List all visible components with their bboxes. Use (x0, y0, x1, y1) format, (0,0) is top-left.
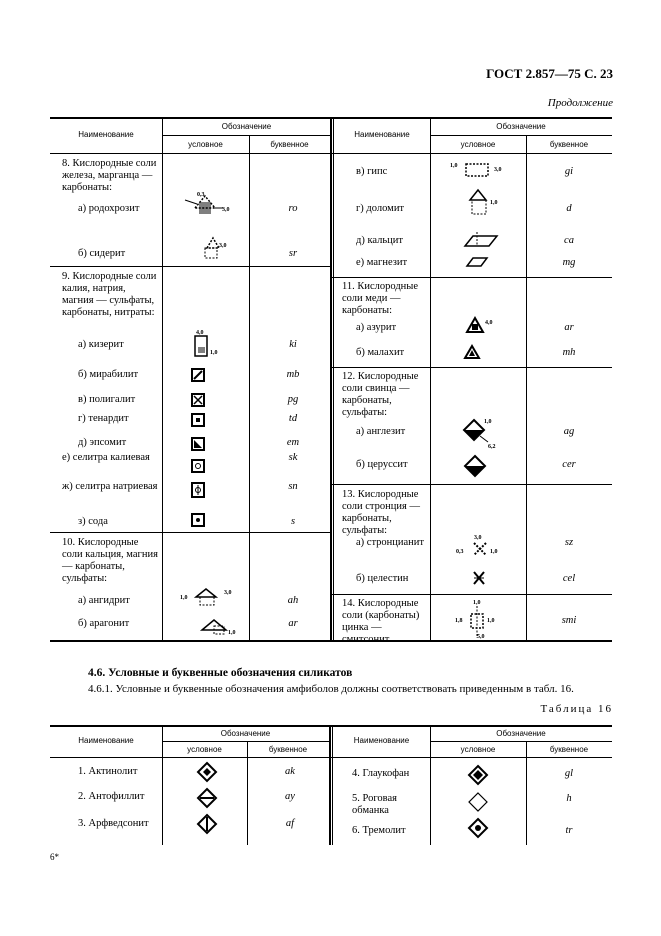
mineral-code: d (566, 203, 572, 214)
mineral-code: td (288, 413, 298, 424)
mineral-code: em (286, 437, 300, 448)
potassium-nitrate-symbol (191, 459, 205, 473)
mineral-code: pg (287, 394, 299, 405)
gypsum-symbol (450, 158, 510, 184)
mineral-code: sk (288, 452, 298, 463)
mineral-name: б) церуссит (356, 459, 408, 470)
col-header-name: Наименование (78, 130, 134, 139)
mineral-name: 6. Тремолит (352, 825, 406, 836)
mineral-name: 3. Арфведсонит (78, 818, 149, 829)
dim-label: 0,3 (197, 192, 205, 198)
glaucophane-symbol (468, 765, 488, 785)
group-heading: 12. Кислородные соли свинца — карбонаты, сульфаты: (342, 371, 419, 418)
magnesite-symbol (465, 256, 489, 268)
col-header-designation-right: Обозначение (496, 729, 546, 738)
mineral-name: 2. Антофиллит (78, 791, 145, 802)
cerussite-symbol (463, 454, 487, 478)
mineral-code: cel (562, 573, 576, 584)
mineral-name: ж) селитра натриевая (62, 481, 158, 492)
dim-label: 3,0 (219, 243, 227, 249)
malachite-symbol (463, 344, 481, 360)
mineral-code: ar (288, 618, 298, 629)
epsomite-symbol (191, 437, 205, 451)
dim-label: 1,0 (450, 163, 458, 169)
soda-symbol (191, 513, 205, 527)
mineral-name: г) доломит (356, 203, 405, 214)
mineral-code: h (566, 793, 572, 804)
dim-label: 3,0 (222, 207, 230, 213)
col-header-designation-right: Обозначение (496, 122, 546, 131)
mineral-code: ak (285, 766, 295, 777)
mineral-name: б) целестин (356, 573, 409, 584)
col-header-symbolic: условное (188, 140, 223, 149)
siderite-symbol (197, 234, 237, 264)
mineral-code: cer (562, 459, 576, 470)
dim-label: 3,0 (494, 167, 502, 173)
dim-label: 4,0 (196, 330, 204, 336)
dim-label: 1,8 (455, 618, 463, 624)
mineral-name: г) тенардит (78, 413, 129, 424)
dolomite-symbol (460, 188, 510, 224)
group-heading: 8. Кислородные соли железа, марганца — карбонаты: (62, 158, 157, 193)
group-heading: 9. Кислородные соли калия, натрия, магния — сульфаты, карбонаты, нитраты: (62, 271, 157, 318)
col-header-name-right: Наименование (353, 736, 410, 745)
anglesite-symbol (460, 416, 510, 452)
dim-label: 1,0 (484, 419, 492, 425)
mineral-code: sn (288, 481, 298, 492)
section-title: 4.6. Условные и буквенные обозначения силикатов (88, 667, 353, 679)
dim-label: 4,0 (485, 320, 493, 326)
anhydrite-symbol (180, 585, 240, 611)
dim-label: 1,0 (473, 600, 481, 606)
mineral-code: ah (287, 595, 299, 606)
mineral-name: б) арагонит (78, 618, 130, 629)
mineral-code: ag (563, 426, 575, 437)
col-header-letter: буквенное (268, 745, 308, 754)
dim-label: 6,2 (488, 444, 496, 450)
mineral-name: 4. Глаукофан (352, 768, 410, 779)
mineral-code: ay (285, 791, 295, 802)
sodium-nitrate-symbol (191, 482, 205, 498)
col-header-symbolic: условное (187, 745, 222, 754)
mineral-code: gi (564, 166, 574, 177)
mineral-name: а) родохрозит (78, 203, 140, 214)
mineral-code: mh (562, 347, 576, 358)
col-header-name: Наименование (78, 736, 134, 745)
mirabilite-symbol (191, 368, 205, 382)
mineral-code: ro (288, 203, 298, 214)
calcite-symbol (463, 230, 509, 250)
mineral-code: mg (562, 257, 576, 268)
document-header: ГОСТ 2.857—75 С. 23 (486, 66, 613, 81)
smithsonite-symbol (455, 598, 511, 640)
mineral-name: а) кизерит (78, 339, 124, 350)
mineral-name: 5. Роговая обманка (352, 793, 397, 816)
col-header-letter-right: буквенное (549, 745, 589, 754)
mineral-name: д) эпсомит (78, 437, 127, 448)
dim-label: 1,0 (490, 200, 498, 206)
mineral-name: в) полигалит (78, 394, 136, 405)
thenardite-symbol (191, 413, 205, 427)
mineral-code: sr (288, 248, 298, 259)
continuation-label: Продолжение (547, 97, 613, 109)
col-header-designation: Обозначение (220, 729, 271, 738)
dim-label: 0,3 (456, 549, 464, 555)
mineral-name: д) кальцит (356, 235, 404, 246)
col-header-name-right: Наименование (354, 130, 410, 139)
mineral-name: а) стронцианит (356, 537, 425, 548)
col-header-letter-right: буквенное (549, 140, 589, 149)
mineral-code: sz (564, 537, 574, 548)
mineral-code: tr (565, 825, 573, 836)
mineral-code: ki (289, 339, 297, 350)
anthophyllite-symbol (197, 788, 217, 808)
dim-label: 1,0 (210, 350, 218, 356)
col-header-symbolic-right: условное (460, 745, 496, 754)
mineral-name: а) ангидрит (78, 595, 130, 606)
mineral-name: е) селитра калиевая (62, 452, 150, 463)
mineral-code: smi (561, 615, 577, 626)
col-header-letter: буквенное (270, 140, 309, 149)
mineral-name: б) мирабилит (78, 369, 139, 380)
strontianite-symbol (456, 533, 508, 565)
mineral-name: 14. Кислородные соли (карбонаты) цинка — смитсонит (342, 598, 420, 645)
dim-label: 1,0 (487, 618, 495, 624)
mineral-name: б) сидерит (78, 248, 126, 259)
mineral-name: 1. Актинолит (78, 766, 138, 777)
mineral-code: mb (286, 369, 300, 380)
mineral-code: ar (564, 322, 574, 333)
dim-label: 5,0 (477, 634, 485, 640)
mineral-code: ca (564, 235, 574, 246)
dim-label: 3,0 (224, 590, 232, 596)
polyhalite-symbol (191, 393, 205, 407)
col-header-symbolic-right: условное (460, 140, 496, 149)
group-heading: 10. Кислородные соли кальция, магния — карбонаты, сульфаты: (62, 537, 158, 584)
table-number: Таблица 16 (540, 703, 613, 715)
dim-label: 1,0 (490, 549, 498, 555)
dim-label: 1,0 (228, 630, 236, 636)
mineral-name: а) англезит (356, 426, 406, 437)
group-heading: 11. Кислородные соли меди — карбонаты: (342, 281, 419, 316)
page-mark: 6* (50, 852, 59, 862)
rhodochrosite-symbol (185, 190, 235, 226)
mineral-name: а) азурит (356, 322, 397, 333)
tremolite-symbol (468, 818, 488, 838)
mineral-code: gl (564, 768, 574, 779)
celestine-symbol (472, 570, 486, 586)
dim-label: 1,0 (180, 595, 188, 601)
mineral-code: s (290, 516, 296, 527)
section-paragraph: 4.6.1. Условные и буквенные обозначения амфиболов должны соответствовать приведенным в табл. 16. (88, 683, 574, 695)
mineral-name: е) магнезит (356, 257, 408, 268)
dim-label: 3,0 (474, 535, 482, 541)
actinolite-symbol (197, 762, 217, 782)
group-heading: 13. Кислородные соли стронция — карбонаты, сульфаты: (342, 489, 420, 536)
mineral-name: в) гипс (356, 166, 388, 177)
aragonite-symbol (198, 612, 240, 638)
col-header-designation: Обозначение (221, 122, 272, 131)
arfvedsonite-symbol (197, 814, 217, 834)
hornblende-symbol (468, 792, 488, 812)
mineral-code: af (285, 818, 295, 829)
mineral-name: б) малахит (356, 347, 405, 358)
azurite-symbol (463, 314, 499, 340)
kieserite-symbol (190, 327, 236, 359)
mineral-name: з) сода (78, 516, 108, 527)
